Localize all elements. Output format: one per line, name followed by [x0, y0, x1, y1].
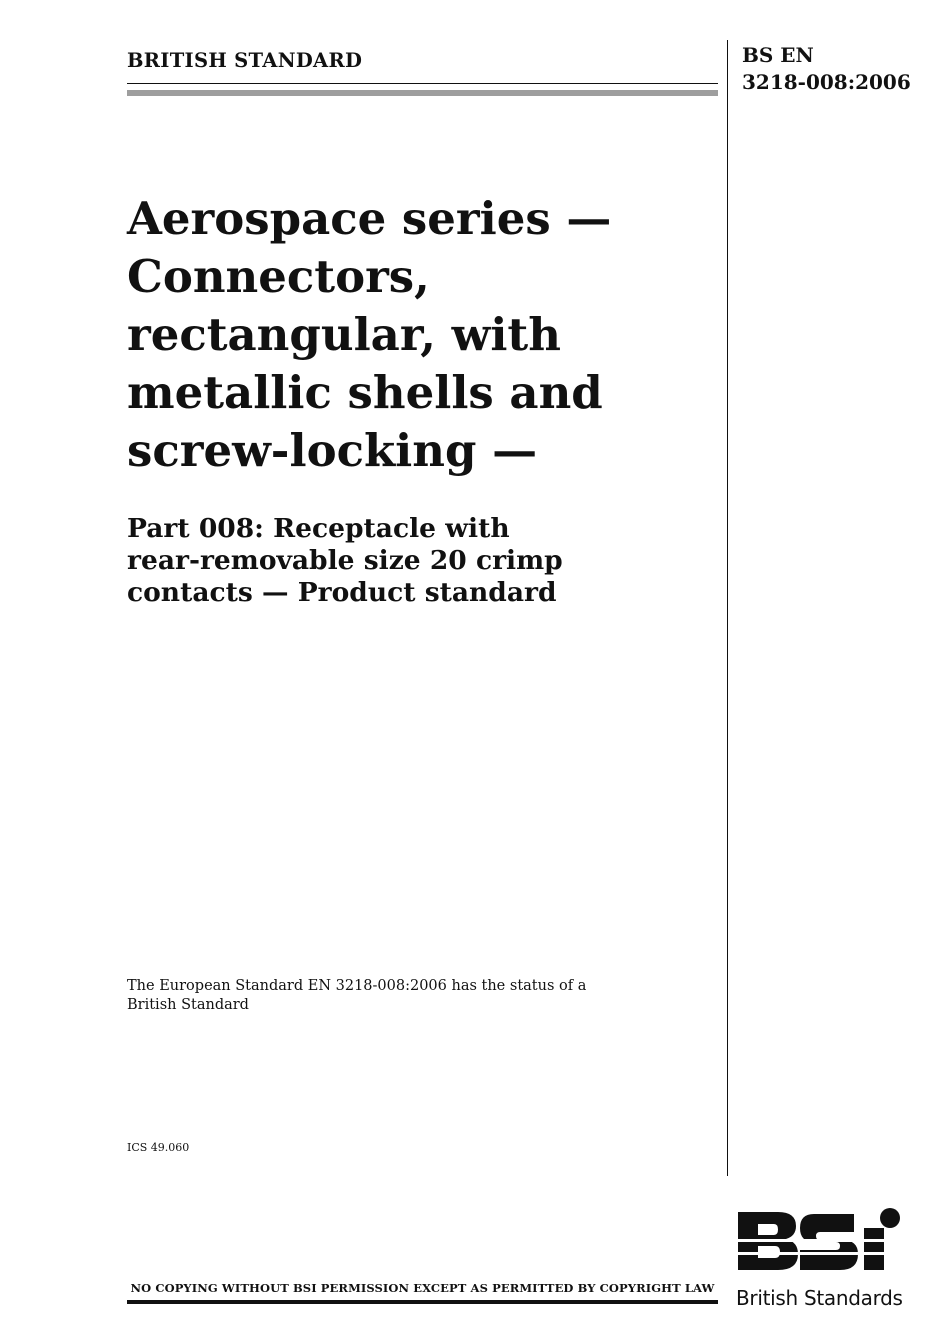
part-title-line: contacts — Product standard — [127, 577, 557, 608]
document-type-label: BRITISH STANDARD — [127, 49, 363, 72]
main-title — [127, 190, 717, 480]
margin-divider — [727, 40, 728, 1176]
status-note-line: The European Standard EN 3218-008:2006 has the status of a — [127, 978, 587, 994]
footer-rule — [127, 1300, 718, 1304]
copyright-notice: NO COPYING WITHOUT BSI PERMISSION EXCEPT AS PERMITTED BY COPYRIGHT LAW — [130, 1281, 715, 1295]
part-title — [127, 513, 717, 609]
part-title-line: rear-removable size 20 crimp — [127, 545, 563, 576]
main-title-line: metallic shells and — [127, 366, 603, 419]
main-title-line: Connectors, — [127, 250, 430, 303]
bsi-logo-caption: British Standards — [736, 1286, 903, 1310]
header-rule-thick — [127, 90, 718, 96]
part-title-line: Part 008: Receptacle with — [127, 513, 510, 544]
ics-code: ICS 49.060 — [127, 1141, 190, 1154]
standard-number-line-2: 3218-008:2006 — [742, 70, 911, 94]
status-note — [127, 977, 647, 1015]
main-title-line: Aerospace series — — [127, 192, 612, 245]
bsi-logo-mark-icon — [736, 1206, 908, 1286]
status-note-line: British Standard — [127, 997, 249, 1013]
main-title-line: screw-locking — — [127, 424, 538, 477]
standard-number-line-1: BS EN — [742, 43, 814, 67]
standard-number — [742, 42, 911, 96]
bsi-logo — [736, 1206, 908, 1310]
main-title-line: rectangular, with — [127, 308, 561, 361]
header-rule-thin — [127, 83, 718, 84]
